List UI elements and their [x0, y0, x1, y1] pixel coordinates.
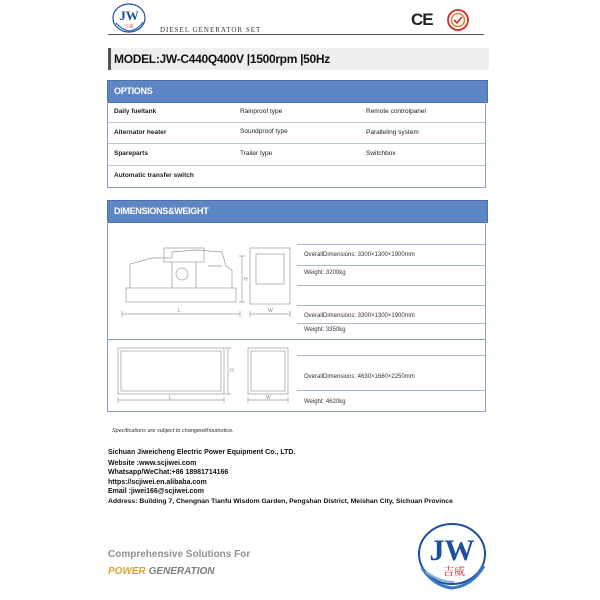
- open-generator-drawing: [112, 226, 294, 336]
- table-row: [108, 165, 485, 187]
- option-cell: Automatic transfer switch: [114, 172, 194, 179]
- dimensions-value: OverallDimensions: 3300×1300×1900mm: [304, 252, 415, 258]
- svg-text:JW: JW: [429, 534, 475, 567]
- option-cell: Switchbox: [366, 150, 396, 157]
- dimensions-value: OverallDimensions: 3300×1300×1900mm: [304, 313, 415, 319]
- certification-icon: [447, 9, 469, 31]
- svg-text:W: W: [268, 308, 273, 314]
- option-cell: Spareparts: [114, 150, 148, 157]
- document-title: DIESEL GENERATOR SET: [160, 26, 262, 34]
- table-row: [108, 101, 485, 123]
- svg-text:H: H: [230, 368, 234, 374]
- slogan-power-generation: [108, 566, 215, 577]
- address: Address: Building 7, Chengnan Tianfu Wisdom Garden, Pengshan District, Meishan City, Sichuan Province: [108, 498, 453, 505]
- svg-text:L: L: [178, 308, 181, 314]
- rule-line: [297, 355, 486, 356]
- option-cell: Remote controlpanel: [366, 108, 426, 115]
- weight-value: Weight: 3350kg: [304, 327, 346, 333]
- silent-generator-drawing: [112, 342, 294, 406]
- table-row: [108, 122, 485, 144]
- option-cell: Daily fueltank: [114, 108, 157, 115]
- model-title: MODEL:JW-C440Q400V |1500rpm |50Hz: [114, 52, 330, 66]
- rule-line: [297, 390, 486, 391]
- rule-line: [297, 244, 486, 245]
- svg-text:吉威: 吉威: [443, 565, 465, 578]
- spec-note: Specifications are subject to changewithoutnotice.: [112, 428, 234, 434]
- website[interactable]: Website :www.scjiwei.com: [108, 460, 197, 467]
- slogan-power: POWER: [108, 566, 146, 577]
- dimensions-value: OverallDimensions: 4630×1660×2250mm: [304, 374, 415, 380]
- option-cell: Alternator heater: [114, 129, 167, 136]
- svg-text:H: H: [244, 277, 248, 283]
- header-divider: [108, 34, 484, 35]
- options-header: [107, 80, 488, 103]
- svg-text:吉威: 吉威: [124, 25, 134, 30]
- company-name: Sichuan Jiweicheng Electric Power Equipment Co., LTD.: [108, 449, 296, 456]
- option-cell: Paralleling system: [366, 129, 419, 136]
- rule-line: [297, 265, 486, 266]
- options-table: [107, 101, 486, 188]
- alibaba-link[interactable]: https://scjiwei.en.alibaba.com: [108, 479, 207, 486]
- svg-text:L: L: [169, 395, 172, 401]
- slogan-generation: GENERATION: [148, 566, 215, 577]
- dimensions-title: DIMENSIONS&WEIGHT: [114, 206, 209, 216]
- dimensions-header: [107, 200, 488, 223]
- option-cell: Trailer type: [240, 150, 273, 157]
- options-title: OPTIONS: [114, 86, 153, 96]
- weight-value: Weight: 3200kg: [304, 270, 346, 276]
- table-row: [108, 143, 485, 166]
- slogan-line: Comprehensive Solutions For: [108, 549, 251, 560]
- weight-value: Weight: 4620kg: [304, 399, 346, 405]
- rule-line: [297, 305, 486, 306]
- company-logo: [112, 3, 146, 33]
- option-cell: Rainproof type: [240, 108, 283, 115]
- ce-mark: CE: [411, 10, 433, 29]
- svg-text:JW: JW: [119, 8, 139, 23]
- rule-line: [297, 323, 486, 324]
- company-logo-large: [414, 520, 490, 592]
- svg-text:W: W: [266, 395, 271, 401]
- option-cell: Soundproof type: [240, 128, 288, 135]
- dimensions-divider: [107, 339, 486, 340]
- whatsapp: Whatsapp/WeChat:+86 18981714166: [108, 469, 229, 476]
- rule-line: [297, 285, 486, 286]
- email[interactable]: Email :jiwei166@scjiwei.com: [108, 488, 204, 495]
